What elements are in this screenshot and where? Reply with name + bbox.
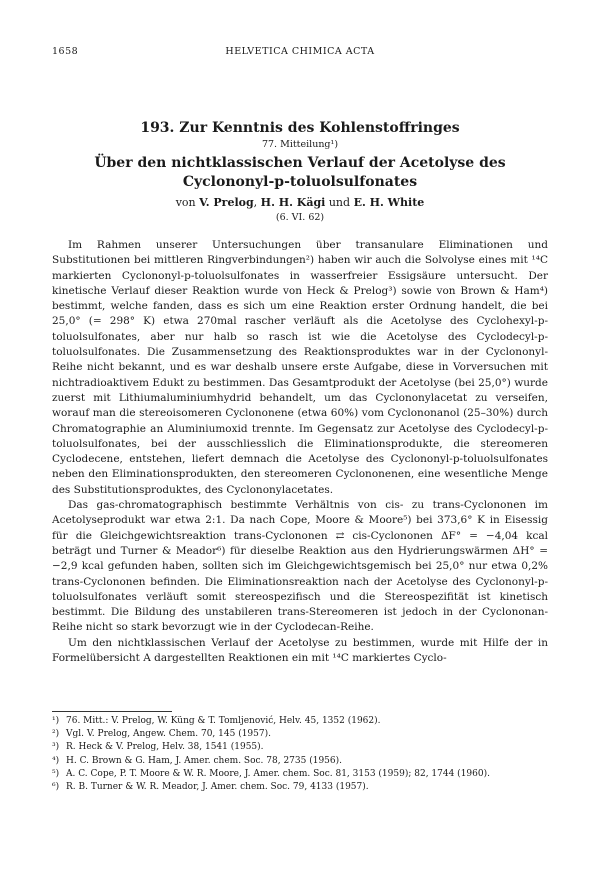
subtitle-line-2: Cyclononyl-p-toluolsulfonates <box>182 174 418 190</box>
footnote-rule <box>52 711 172 712</box>
footnote-text: R. Heck & V. Prelog, Helv. 38, 1541 (1955). <box>66 742 264 753</box>
author-separator-2: und <box>325 196 354 209</box>
footnote <box>52 755 548 768</box>
footnote <box>52 741 548 754</box>
subtitle-line-1: Über den nichtklassischen Verlauf der Acetolyse des <box>94 155 506 171</box>
footnote <box>52 768 548 781</box>
paragraph-1: Im Rahmen unserer Untersuchungen über transanulare Eliminationen und Substitutionen bei mittleren Ringverbindungen²) haben wir auch die Solvolyse eines mit ¹⁴C markierten Cyclononyl-p-toluolsulfonates in wasserfreier Essigsäure untersucht. Der kinetische Verlauf dieser Reaktion wurde von Heck & Prelog³) sowie von Brown & Ham⁴) bestimmt, welche fanden, dass es sich um eine Reaktion erster Ordnung handelt, die bei 25,0° (= 298° K) etwa 270mal rascher verläuft als die Acetolyse des Cyclohexyl-p-toluolsulfonates, aber nur halb so rasch ist wie die Acetolyse des Cyclodecyl-p-toluolsulfonates. Die Zusammensetzung des Reaktionsproduktes war in der Cyclononyl-Reihe nicht bekannt, und es war deshalb unsere erste Aufgabe, diese in Vorversuchen mit nichtradioaktivem Edukt zu bestimmen. Das Gesamtprodukt der Acetolyse (bei 25,0°) wurde zuerst mit Lithiumaluminiumhydrid behandelt, um das Cyclononylacetat zu verseifen, worauf man die stereoisomeren Cyclononene (etwa 60%) vom Cyclononanol (25–30%) durch Chromatographie an Aluminiumoxid trennte. Im Gegensatz zur Acetolyse des Cyclodecyl-p-toluolsulfonates, bei der ausschliesslich die Eliminationsprodukte, die stereomeren Cyclodecene, entstehen, liefert demnach die Acetolyse des Cyclononyl-p-toluolsulfonates neben den Eliminationsprodukten, den stereomeren Cyclononenen, eine wesentliche Menge des Substitutionsproduktes, des Cyclononylacetates. <box>52 239 548 496</box>
footnote <box>52 715 548 728</box>
footnote <box>52 781 548 794</box>
footnote-text: A. C. Cope, P. T. Moore & W. R. Moore, J. Amer. chem. Soc. 81, 3153 (1959); 82, 1744 (1960). <box>66 768 490 779</box>
footnote-text: 76. Mitt.: V. Prelog, W. Küng & T. Tomljenović, Helv. 45, 1352 (1962). <box>66 716 381 726</box>
page-number: 1658 <box>52 46 79 57</box>
received-date: (6. VI. 62) <box>275 212 325 223</box>
authors <box>52 196 548 209</box>
footnote-mark: ²) <box>52 729 60 740</box>
footnotes <box>52 715 548 794</box>
footnote-mark: ⁴) <box>52 755 60 766</box>
footnote-mark: ⁶) <box>52 782 60 793</box>
footnote-text: H. C. Brown & G. Ham, J. Amer. chem. Soc. 78, 2735 (1956). <box>66 755 343 766</box>
footnote-mark: ³) <box>52 742 60 753</box>
footnote-mark: ⁵) <box>52 768 60 779</box>
article-title: 193. Zur Kenntnis des Kohlenstoffringes <box>140 120 460 136</box>
paragraph-3: Um den nichtklassischen Verlauf der Acetolyse zu bestimmen, wurde mit Hilfe der in Formelübersicht A dargestellten Reaktionen ein mit ¹⁴C markiertes Cyclo- <box>52 636 548 665</box>
title-block <box>52 120 548 223</box>
series-note: 77. Mitteilung¹) <box>261 139 339 150</box>
footnote-text: Vgl. V. Prelog, Angew. Chem. 70, 145 (1957). <box>66 729 271 740</box>
footnote-mark: ¹) <box>52 716 60 726</box>
author-1: V. Prelog <box>199 196 254 209</box>
journal-name: HELVETICA CHIMICA ACTA <box>225 46 375 57</box>
authors-prefix: von <box>175 196 196 209</box>
footnote-text: R. B. Turner & W. R. Meador, J. Amer. chem. Soc. 79, 4133 (1957). <box>66 782 369 793</box>
author-2: H. H. Kägi <box>260 196 326 209</box>
article-subtitle <box>52 154 548 192</box>
author-3: E. H. White <box>353 196 425 209</box>
author-separator-1: , <box>253 196 261 209</box>
body-text <box>52 238 548 666</box>
paragraph-2: Das gas-chromatographisch bestimmte Verhältnis von cis- zu trans-Cyclononen im Acetolyseprodukt war etwa 2:1. Da nach Cope, Moore & Moore⁵) bei 373,6° K in Eisessig für die Gleichgewichtsreaktion trans-Cyclononen ⇄ cis-Cyclononen ΔF° = −4,04 kcal beträgt und Turner & Meador⁶) für dieselbe Reaktion aus den Hydrierungswärmen ΔH° = −2,9 kcal gefunden haben, sollten sich im Gleichgewichtsgemisch bei 25,0° nur etwa 0,2% trans-Cyclononen befinden. Die Eliminationsreaktion nach der Acetolyse des Cyclononyl-p-toluolsulfonates verläuft somit stereospezifisch und die Stereospezifität ist kinetisch bestimmt. Die Bildung des unstabileren trans-Stereomeren ist jedoch in der Cyclononan-Reihe nicht so stark bevorzugt wie in der Cyclodecan-Reihe. <box>52 499 548 634</box>
footnote <box>52 728 548 741</box>
